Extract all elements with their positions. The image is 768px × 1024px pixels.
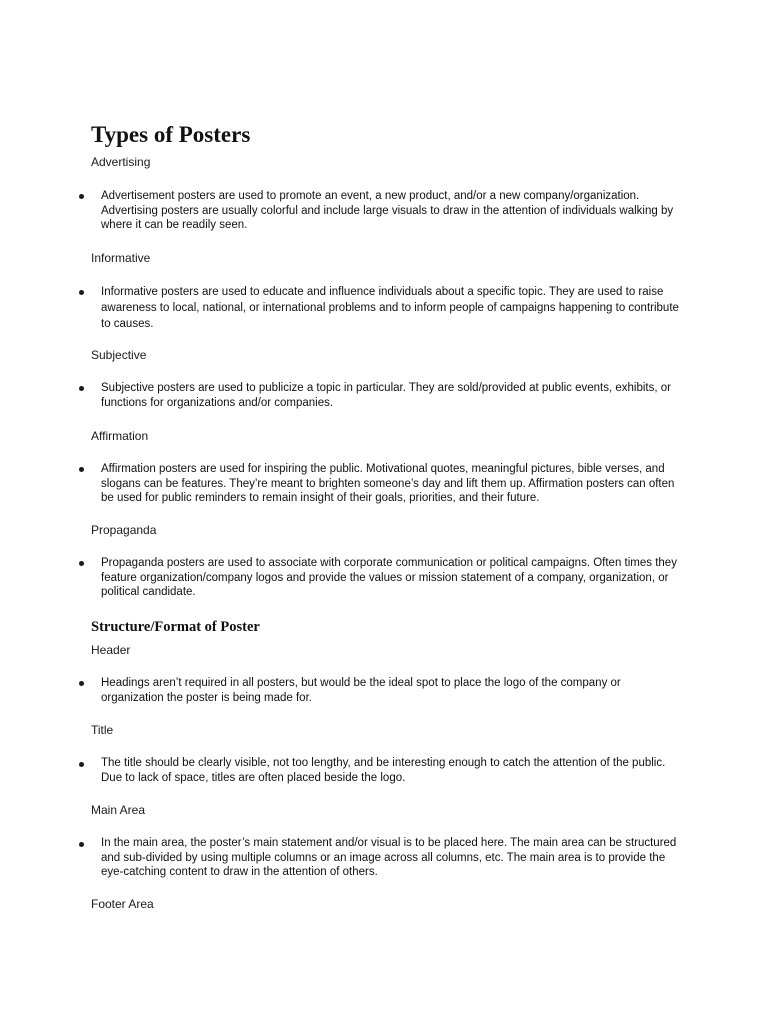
page-title: Types of Posters (91, 122, 251, 147)
paragraph-subjective: Subjective posters are used to publicize a topic in particular. They are sold/provided at public events, exhibits, or functions for organizations and/or companies. (101, 382, 671, 409)
section-label-advertising: Advertising (91, 155, 151, 169)
section-label-affirmation: Affirmation (91, 429, 149, 443)
paragraph-informative: Informative posters are used to educate and influence individuals about a specific topic. They are used to raise awareness to local, national, or international problems and to inform people of campaigns happening to contribute to causes. (101, 286, 679, 330)
paragraph-main-area: In the main area, the poster’s main statement and/or visual is to be placed here. The main area can be structured and sub-divided by using multiple columns or an image across all columns, etc. The main area is to provide the eye-catching content to draw in the attention of others. (101, 837, 677, 879)
bullet-icon (79, 561, 84, 566)
section-label-subjective: Subjective (91, 348, 147, 362)
paragraph-propaganda: Propaganda posters are used to associate with corporate communication or political campaigns. Often times they feature organization/company logos and provide the values or mission statement of a company, organization, or political candidate. (101, 557, 677, 599)
bullet-icon (79, 681, 84, 686)
paragraph-title: The title should be clearly visible, not too lengthy, and be interesting enough to catch the attention of the public. Due to lack of space, titles are often placed beside the logo. (101, 757, 666, 784)
bullet-icon (79, 290, 84, 295)
section-label-footer-area: Footer Area (91, 897, 154, 911)
section-heading-structure: Structure/Format of Poster (91, 619, 260, 635)
section-label-propaganda: Propaganda (91, 523, 157, 537)
bullet-icon (79, 194, 84, 199)
paragraph-header: Headings aren’t required in all posters, but would be the ideal spot to place the logo of the company or organization the poster is being made for. (101, 677, 621, 704)
section-label-header: Header (91, 643, 131, 657)
section-label-title: Title (91, 723, 114, 737)
bullet-icon (79, 762, 84, 767)
section-label-informative: Informative (91, 251, 151, 265)
bullet-icon (79, 386, 84, 391)
bullet-icon (79, 842, 84, 847)
paragraph-affirmation: Affirmation posters are used for inspiring the public. Motivational quotes, meaningful pictures, bible verses, and slogans can be features. They’re meant to brighten someone’s day and lift them up. Affirmation posters can often be used for public reminders to remain insight of their goals, priorities, and their future. (101, 463, 675, 505)
bullet-icon (79, 467, 84, 472)
section-label-main-area: Main Area (91, 803, 146, 817)
paragraph-advertising: Advertisement posters are used to promote an event, a new product, and/or a new company/organization. Advertising posters are usually colorful and include large visuals to draw in the attention of individuals walking by where it can be readily seen. (101, 190, 674, 232)
